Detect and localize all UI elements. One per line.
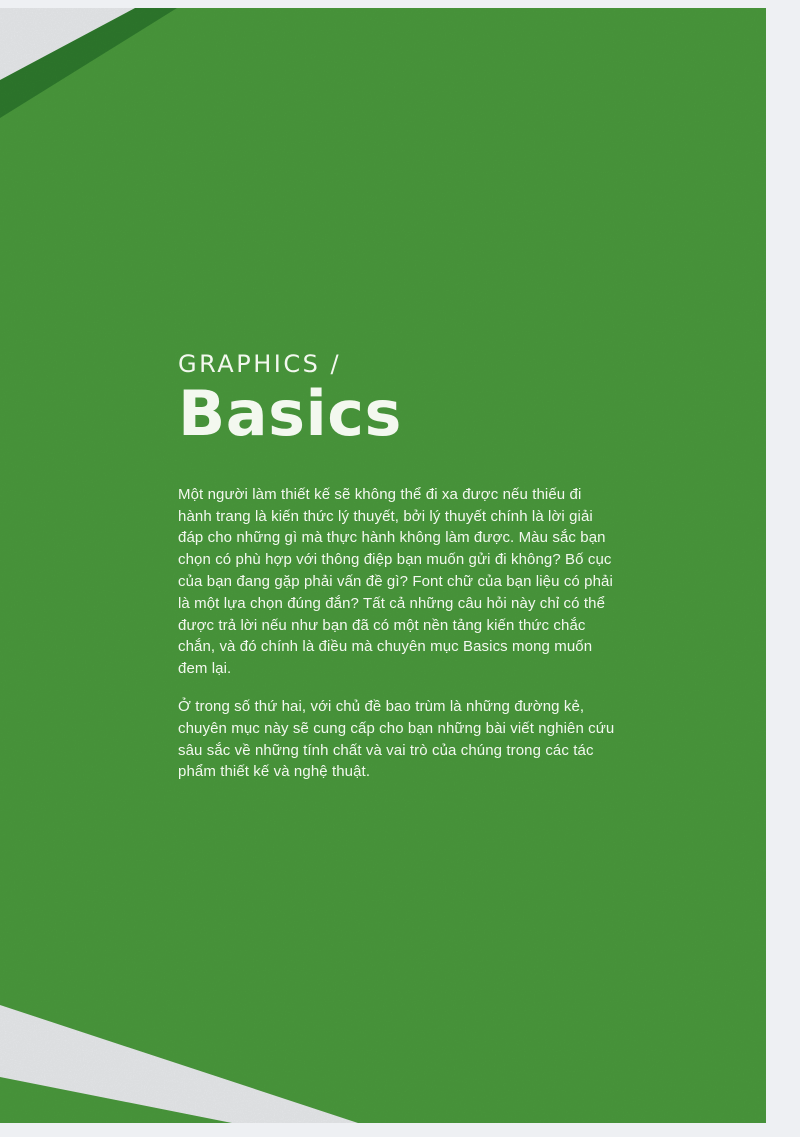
intro-paragraph: Một người làm thiết kế sẽ không thể đi xa được nếu thiếu đi hành trang là kiến thức lý thuyết, bởi lý thuyết chính là lời giải đáp cho những gì mà thực hành không làm được. Màu sắc bạn chọn có phù hợp với thông điệp bạn muốn gửi đi không? Bố cục của bạn đang gặp phải vấn đề gì? Font chữ của bạn liệu có phải là một lựa chọn đúng đắn? Tất cả những câu hỏi này chỉ có thể được trả lời nếu như bạn đã có một nền tảng kiến thức chắc chắn, và đó chính là điều mà chuyên mục Basics mong muốn đem lại. bbox=[178, 485, 613, 678]
article-content bbox=[178, 350, 618, 783]
section-title: Basics bbox=[178, 376, 402, 450]
issue-topic-paragraph: Ở trong số thứ hai, với chủ đề bao trùm là những đường kẻ, chuyên mục này sẽ cung cấp cho bạn những bài viết nghiên cứu sâu sắc về những tính chất và vai trò của chúng trong các tác phẩm thiết kế và nghệ thuật. bbox=[178, 698, 615, 781]
green-panel bbox=[0, 8, 766, 1123]
bottom-diagonal-stripe bbox=[0, 993, 400, 1123]
section-kicker: GRAPHICS / bbox=[178, 350, 342, 378]
